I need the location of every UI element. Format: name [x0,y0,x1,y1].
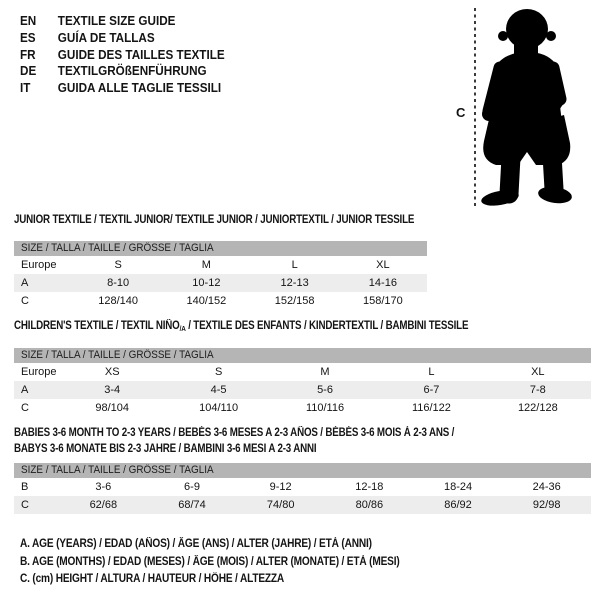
size-cell: 140/152 [186,295,227,307]
legend-note: B. AGE (MONTHS) / EDAD (MESES) / ÂGE (MOIS) / ALTER (MONATE) / ETÀ (MESI) [20,555,400,568]
size-cell: L [291,259,298,271]
table-row [14,478,591,496]
size-cell: 10-12 [192,277,221,289]
size-cell: 18-24 [443,481,473,493]
size-cell: 122/128 [517,402,558,414]
size-cell: 7-8 [529,384,546,396]
language-title: TEXTILE SIZE GUIDE [57,13,176,28]
table-title [14,212,415,228]
legend-footnotes [20,536,451,589]
size-table-section [14,318,591,417]
table-row [14,256,427,274]
language-code: ES [20,29,36,45]
table-row [14,496,591,514]
size-cell: 5-6 [317,384,333,396]
table-row [14,399,591,417]
size-cell: XS [104,366,120,378]
size-cell: 92/98 [532,499,561,511]
table-rows [14,363,591,417]
size-cell: 3-6 [95,481,112,493]
baby-silhouette-icon [476,5,576,209]
table-title-text: / TEXTILE DES ENFANTS / KINDERTEXTIL / BAMBINI TESSILE [185,320,469,332]
size-cell: 80/86 [355,499,384,511]
table-row [14,363,591,381]
size-header-label: SIZE / TALLA / TAILLE / GRÖSSE / TAGLIA [21,464,214,476]
table-title-text: JUNIOR TEXTILE / TEXTIL JUNIOR/ TEXTILE JUNIOR / JUNIORTEXTIL / JUNIOR TESSILE [14,214,415,226]
language-code: FR [20,46,36,62]
language-title: TEXTILGRÖßENFÜHRUNG [57,63,207,79]
table-title-text: /A [179,324,186,333]
language-header [20,13,247,97]
size-cell: 152/158 [274,295,315,307]
size-cell: 4-5 [210,384,227,396]
table-title-text: BABYS 3-6 MONATE BIS 2-3 JAHRE / BAMBINI 3-6 MESI A 2-3 ANNI [14,443,317,455]
table-rows [14,256,427,310]
size-table-section [14,212,427,310]
size-cell: 110/116 [305,402,345,414]
size-cell: S [114,259,122,271]
height-c-label: C [456,105,466,120]
language-row [20,47,225,64]
size-cell: 3-4 [104,384,121,396]
language-title: GUÍA DE TALLAS [57,29,155,45]
size-cell: 98/104 [95,402,130,414]
legend-note: C. (cm) HEIGHT / ALTURA / HAUTEUR / HÖHE / ALTEZZA [20,573,285,585]
row-label: A [21,384,29,396]
size-cell: M [320,366,330,378]
size-header-bar [14,463,591,478]
size-cell: 68/74 [178,499,206,511]
language-title: GUIDA ALLE TAGLIE TESSILI [57,80,222,96]
language-code: IT [20,80,31,96]
size-cell: 104/110 [199,402,239,414]
size-cell: 6-7 [423,384,440,396]
size-cell: XL [376,259,390,271]
size-cell: 14-16 [368,277,397,289]
size-cell: L [428,366,435,378]
size-cell: 86/92 [444,499,472,511]
size-cell: 74/80 [266,499,295,511]
table-title [14,318,504,337]
size-cell: M [201,259,211,271]
legend-note: A. AGE (YEARS) / EDAD (AÑOS) / ÂGE (ANS) / ALTER (JAHRE) / ETÀ (ANNI) [20,538,372,550]
row-label: C [21,295,29,307]
size-cell: 6-9 [184,481,200,493]
size-cell: 24-36 [532,481,561,493]
table-title [14,425,504,457]
size-cell: 12-13 [280,277,309,289]
language-row [20,80,225,97]
row-label: Europe [21,366,57,378]
size-header-bar [14,241,427,256]
size-cell: 8-10 [107,277,130,289]
language-row [20,13,225,30]
size-cell: 158/170 [362,295,403,307]
size-cell: S [214,366,223,378]
table-title-text: CHILDREN'S TEXTILE / TEXTIL NIÑO [14,320,180,332]
table-row [14,274,427,292]
table-title-text: BABIES 3-6 MONTH TO 2-3 YEARS / BEBÉS 3-6 MESES A 2-3 AÑOS / BÉBÉS 3-6 MOIS À 2-3 ANS / [14,427,455,439]
language-title: GUIDE DES TAILLES TEXTILE [57,46,225,62]
size-table-section [14,425,591,514]
row-label: A [21,277,29,289]
language-row [20,63,225,80]
size-cell: 12-18 [355,481,384,493]
table-row [14,292,427,310]
size-header-label: SIZE / TALLA / TAILLE / GRÖSSE / TAGLIA [21,349,214,361]
size-header-bar [14,348,591,363]
size-cell: 128/140 [98,295,138,307]
size-cell: 9-12 [269,481,292,493]
language-code: EN [20,13,37,28]
row-label: C [21,499,29,511]
size-header-label: SIZE / TALLA / TAILLE / GRÖSSE / TAGLIA [21,242,214,254]
language-row [20,30,225,47]
size-cell: 116/122 [411,402,451,414]
size-cell: 62/68 [89,499,118,511]
row-label: Europe [21,259,57,271]
table-rows [14,478,591,514]
table-row [14,381,591,399]
language-code: DE [20,63,37,79]
size-cell: XL [531,366,545,378]
row-label: B [21,481,29,493]
row-label: C [21,402,29,414]
